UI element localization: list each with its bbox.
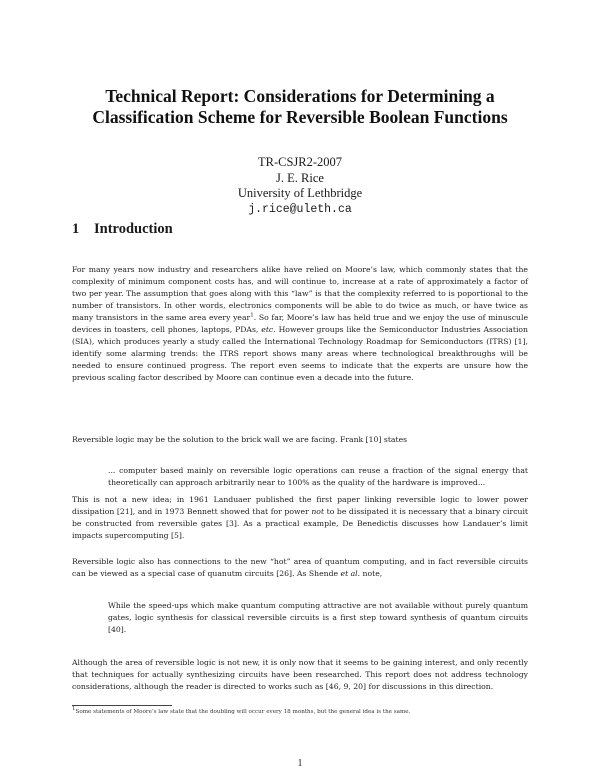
affiliation: University of Lethbridge [237,186,363,200]
report-id: TR-CSJR2-2007 [257,155,343,169]
author-block [150,155,450,217]
paragraph-4 [72,556,528,580]
quote-frank-text: ... computer based mainly on reversible logic operations can reuse a fraction of the signal energy that theoretically can approach arbitrarily near to 100% as the quality of the hardware is improved... [108,466,528,487]
paragraph-3-part-b: to be dissipated it is necessary that a binary circuit be constructed from reversible gates [3]. As a practical example, De Benedictis discusses how Landauer’s limit impacts supercomputing [5]. [72,507,528,540]
paragraph-2 [72,434,528,446]
quote-frank [108,465,528,489]
paragraph-1 [72,264,528,384]
section-heading [72,221,173,238]
section-number: 1 [72,221,80,237]
footnote-rule [72,705,172,706]
paragraph-5-text: Although the area of reversible logic is not new, it is only now that it seems to be gaining interest, and only recently that techniques for actually synthesizing circuits have been researched. This report does not address technology considerations, although the reader is directed to works such as [46, 9, 20] for discussions in this direction. [72,658,528,691]
paragraph-2-text: Reversible logic may be the solution to the brick wall we are facing. Frank [10] states [72,435,408,444]
paragraph-5 [72,657,528,693]
paragraph-3 [72,494,528,542]
paragraph-1-part-a: For many years now industry and researchers alike have relied on Moore’s law, which commonly states that the complexity of minimum component costs has, and will continue to, increase at a rate of approximately a factor of two per year. The assumption that goes along with this “law” is that the complexity referred to is poportional to the number of transistors. In other words, electronics components will be able to do twice as much, or have twice as many transistors in the same area every year [72,265,528,322]
paper-title [40,86,560,128]
paragraph-3-not: not [311,507,325,516]
paragraph-4-etal: et al. [340,569,361,578]
section-title: Introduction [94,221,173,237]
author-name: J. E. Rice [276,170,324,185]
quote-shende-text: While the speed-ups which make quantum computing attractive are not available without purely quantum gates, logic synthesis for classical reversible circuits is a first step toward synthesis of quantum circuits [40]. [108,601,528,634]
title-line-2: Classification Scheme for Reversible Boolean Functions [92,107,508,127]
paragraph-1-etc: etc. [261,325,276,334]
footnote-text: Some statements of Moore’s law state that the doubling will occur every 18 months, but the general idea is the same. [75,709,411,715]
title-line-1: Technical Report: Considerations for Determining a [105,86,495,106]
footnote-mark: 1 [72,706,76,713]
paragraph-4-part-a: Reversible logic also has connections to the new “hot” area of quantum computing, and in fact reversible circuits can be viewed as a special case of quanutm circuits [26]. As Shende [72,557,528,578]
page-number: 1 [297,758,303,769]
author-email: j.rice@uleth.ca [248,202,352,216]
paragraph-1-part-b: . So far, Moore’s law has held true and we enjoy the use of minuscule devices in toasters, cell phones, laptops, PDAs, [72,313,528,334]
paragraph-1-part-c: However groups like the Semiconductor Industries Association (SIA), which produces yearly a study called the International Technology Roadmap for Semiconductors (ITRS) [1], identify some alarming trends: the ITRS report shows many areas where technological breakthroughs will be needed to ensure continued progress. The report even seems to indicate that the experts are unsure how the previous scaling factor described by Moore can continue even a decade into the future. [72,325,528,382]
footnote-ref: 1 [250,312,254,319]
paragraph-3-part-a: This is not a new idea; in 1961 Landuaer published the first paper linking reversible logic to lower power dissipation [21], and in 1973 Bennett showed that for power [72,495,528,516]
footnote [72,708,528,716]
paragraph-4-part-b: note, [360,569,383,578]
quote-shende [108,600,528,636]
